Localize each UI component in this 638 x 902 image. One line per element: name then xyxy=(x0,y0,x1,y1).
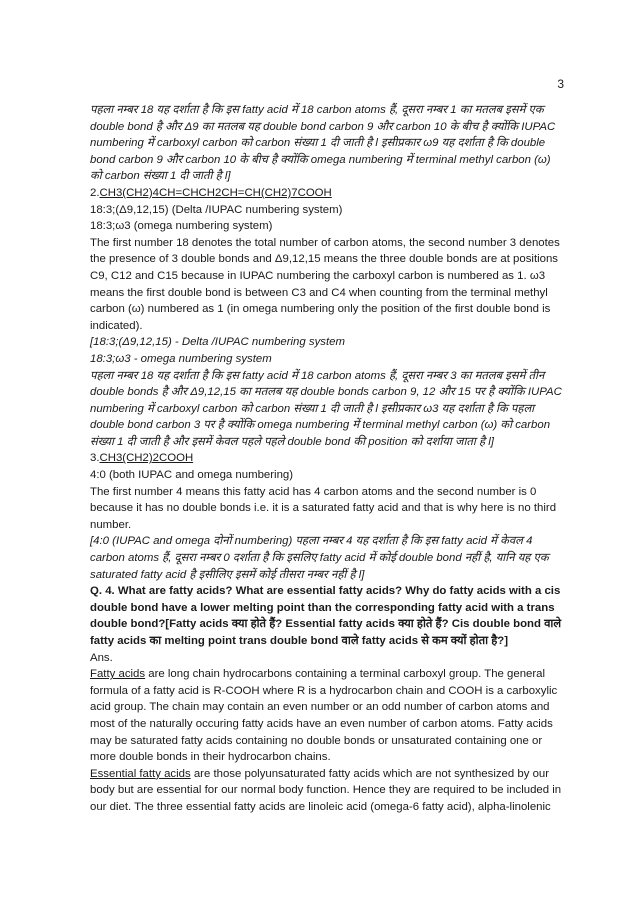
term-fatty-acids: Fatty acids xyxy=(90,668,146,681)
page-number: 3 xyxy=(557,77,564,91)
answer-essential-fatty-acids xyxy=(90,766,564,816)
answer-label: Ans. xyxy=(90,651,113,664)
notation-4-0: 4:0 (both IUPAC and omega numbering) xyxy=(90,469,294,482)
definition-essential-fatty-acids: are those polyunsaturated fatty acids which are not synthesized by our body but are essential for our normal body function. Hence they are required to be included in our diet. The three essential fatty acids are linoleic acid (omega-6 fatty acid), alpha-linolenic xyxy=(90,767,562,813)
formula-linolenic: CH3(CH2)4CH=CHCH2CH=CH(CH2)7COOH xyxy=(99,186,332,199)
notation-omega: 18:3;ω3 (omega numbering system) xyxy=(90,220,273,233)
formula-prefix: 3. xyxy=(90,452,100,465)
answer-fatty-acids xyxy=(90,666,564,766)
formula-prefix: 2. xyxy=(90,186,100,199)
document-body xyxy=(90,102,564,816)
question-4: Q. 4. What are fatty acids? What are essential fatty acids? Why do fatty acids with a cis double bond have a lower melting point than the corresponding fatty acid with a trans double bond?[Fatty acids क्या होते हैं? Essential fatty acids क्या होते हैं? Cis double bond वाले fatty acids का melting point trans double bond वाले fatty acids से कम क्यों होता है?] xyxy=(90,585,562,647)
formula-butyric: CH3(CH2)2COOH xyxy=(99,452,194,465)
formula-line-2 xyxy=(90,185,564,202)
definition-fatty-acids: are long chain hydrocarbons containing a terminal carboxyl group. The general formula of a fatty acid is R-COOH where R is a hydrocarbon chain and COOH is a carboxylic acid group. The chain may contain an even number or an odd number of carbon atoms and most of the naturally occuring fatty acids have an even number of carbon atoms. Fatty acids may be saturated fatty acids containing no double bonds or unsaturated containing one or more double bonds in their hydrocarbon chains. xyxy=(90,668,558,764)
hindi-explanation-18-3: पहला नम्बर 18 यह दर्शाता है कि इस fatty acid में 18 carbon atoms हैं, दूसरा नम्बर 3 का मतलब इसमें तीन double bonds है और Δ9,12,15 का मतलब यह double bonds carbon 9, 12 और 15 पर है क्योंकि IUPAC numbering में carboxyl carbon को carbon संख्या 1 दी जाती है l इसीप्रकार ω3 यह दर्शाता है कि पहला double bond carbon 3 पर है क्योंकि omega numbering में terminal methyl carbon (ω) को carbon संख्या 1 दी जाती है और इसमें केवल पहले पहले double bond की position को दर्शाया जाता है l] xyxy=(90,369,562,448)
english-explanation-4-0: The first number 4 means this fatty acid has 4 carbon atoms and the second number is 0 because it has no double bonds i.e. it is a saturated fatty acid and that is why here is no third number. xyxy=(90,485,557,531)
hindi-explanation-18-1: पहला नम्बर 18 यह दर्शाता है कि इस fatty acid में 18 carbon atoms हैं, दूसरा नम्बर 1 का मतलब इसमें एक double bond है और Δ9 का मतलब यह double bond carbon 9 और carbon 10 के बीच है क्योंकि IUPAC numbering में carboxyl carbon को carbon संख्या 1 दी जाती है l इसीप्रकार ω9 यह दर्शाता है कि double bond carbon 9 और carbon 10 के बीच है क्योंकि omega numbering में terminal methyl carbon (ω) को carbon संख्या 1 दी जाती है l] xyxy=(90,104,556,183)
notation-delta: 18:3;(Δ9,12,15) (Delta /IUPAC numbering system) xyxy=(90,203,343,216)
hindi-notation-delta: [18:3;(Δ9,12,15) - Delta /IUPAC numbering system xyxy=(90,336,345,349)
hindi-notation-omega: 18:3;ω3 - omega numbering system xyxy=(90,352,272,365)
english-explanation-18-3: The first number 18 denotes the total number of carbon atoms, the second number 3 denotes the presence of 3 double bonds and Δ9,12,15 means the three double bonds are at positions C9, C12 and C15 because in IUPAC numbering the carboxyl carbon is numbered as 1. ω3 means the first double bond is between C3 and C4 when counting from the terminal methyl carbon (ω) numbered as 1 (in omega numbering only the position of the first double bond is indicated). xyxy=(90,236,560,332)
term-essential-fatty-acids: Essential fatty acids xyxy=(90,767,191,780)
hindi-explanation-4-0: [4:0 (IUPAC and omega दोनों numbering) पहला नम्बर 4 यह दर्शाता है कि इस fatty acid में केवल 4 carbon atoms हैं, दूसरा नम्बर 0 दर्शाता है कि इसलिए fatty acid में कोई double bond नहीं है, यानि यह एक saturated fatty acid है इसीलिए इसमें कोई तीसरा नम्बर नहीं है l] xyxy=(90,535,549,581)
formula-line-3 xyxy=(90,450,564,467)
